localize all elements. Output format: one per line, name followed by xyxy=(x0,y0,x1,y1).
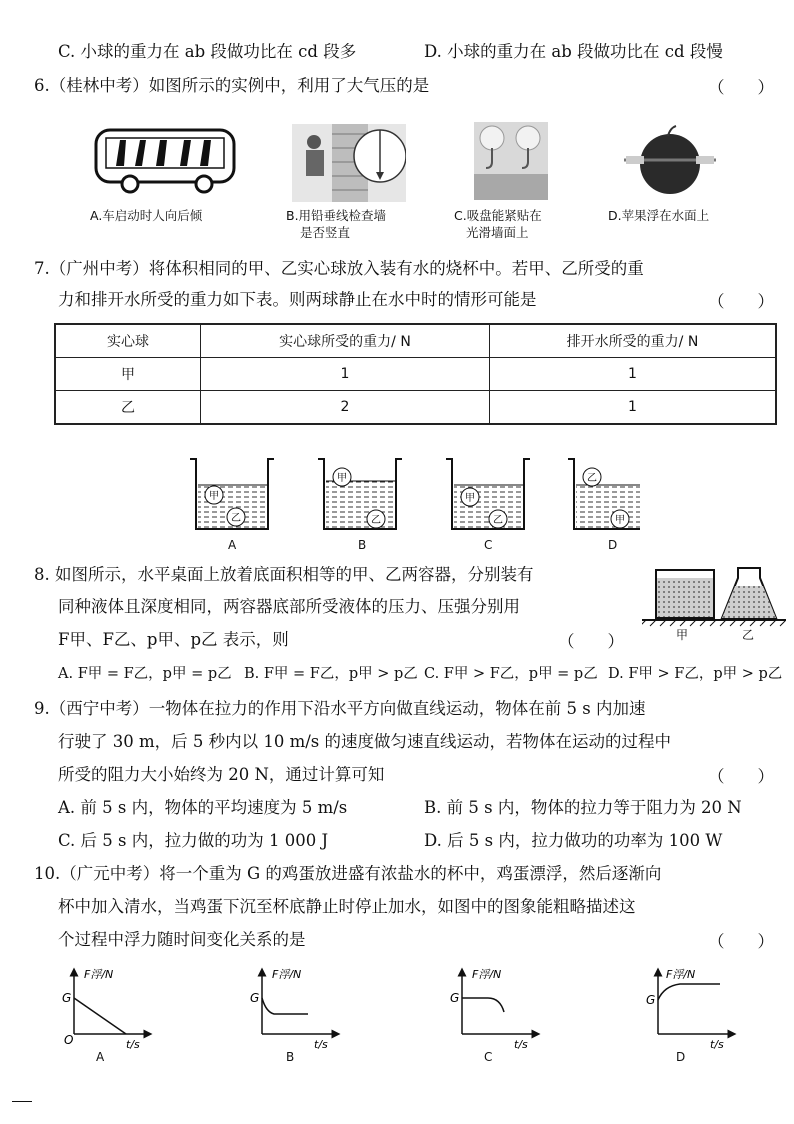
graph-d-curve xyxy=(658,984,720,1000)
graph-g-label: G xyxy=(450,991,460,1005)
graph-label-c: C xyxy=(484,1050,493,1064)
beaker-label-a: A xyxy=(228,538,237,552)
q6-answer-paren: （ ） xyxy=(708,78,774,97)
ball-yi-label: 乙 xyxy=(587,473,597,484)
container-yi-label: 乙 xyxy=(742,628,755,642)
graph-label-d: D xyxy=(676,1050,686,1064)
graph-origin: O xyxy=(64,1033,74,1047)
graph-ylabel: F浮/N xyxy=(272,968,302,981)
table-header-row xyxy=(55,324,776,358)
table-cell: 1 xyxy=(490,358,777,391)
q6-caption-c2: 光滑墙面上 xyxy=(466,225,529,240)
q9-option-c: C. 后 5 s 内，拉力做的功为 1 000 J xyxy=(58,831,329,850)
beaker-label-c: C xyxy=(484,538,493,552)
apple-floating-picture xyxy=(620,124,720,196)
table-cell: 1 xyxy=(201,358,490,391)
q6-caption-c1: C.吸盘能紧贴在 xyxy=(454,208,542,223)
q6-caption-b2: 是否竖直 xyxy=(300,225,351,240)
graph-ylabel: F浮/N xyxy=(472,968,502,981)
q9-option-b: B. 前 5 s 内，物体的拉力等于阻力为 20 N xyxy=(424,798,742,817)
q8-stem-line3: F甲、F乙、p甲、p乙 表示，则 xyxy=(58,630,289,649)
q8-answer-paren: （ ） xyxy=(558,632,624,651)
q9-answer-paren: （ ） xyxy=(708,767,774,786)
q7-answer-paren: （ ） xyxy=(708,292,774,311)
ball-yi-label: 乙 xyxy=(493,515,503,526)
graph-d xyxy=(646,968,732,1051)
q10-answer-paren: （ ） xyxy=(708,932,774,951)
ball-jia-label: 甲 xyxy=(465,493,475,504)
graph-a-curve xyxy=(74,998,126,1034)
q6-caption-b1: B.用铅垂线检查墙 xyxy=(286,208,387,223)
table-header: 实心球所受的重力/ N xyxy=(201,324,490,358)
table-row xyxy=(55,391,776,425)
q9-stem-line1: 9.（西宁中考）一物体在拉力的作用下沿水平方向做直线运动，物体在前 5 s 内加速 xyxy=(34,699,646,718)
q9-stem-line3: 所受的阻力大小始终为 20 N，通过计算可知 xyxy=(58,765,385,784)
beaker-a xyxy=(190,459,274,529)
table-cell: 1 xyxy=(490,391,777,425)
q9-option-d: D. 后 5 s 内，拉力做功的功率为 100 W xyxy=(424,831,723,850)
beaker-d xyxy=(568,459,640,529)
graph-ylabel: F浮/N xyxy=(666,968,696,981)
graph-xlabel: t/s xyxy=(314,1038,328,1051)
graph-b-curve xyxy=(262,998,308,1014)
page-footer-rule xyxy=(12,1101,32,1102)
graph-g-label: G xyxy=(646,993,656,1007)
q7-beakers-figure xyxy=(180,455,640,555)
table-cell: 乙 xyxy=(55,391,201,425)
q5-option-c: C. 小球的重力在 ab 段做功比在 cd 段多 xyxy=(58,42,357,61)
graph-label-b: B xyxy=(286,1050,295,1064)
q7-table xyxy=(54,323,777,425)
graph-b xyxy=(250,968,336,1051)
q9-option-a: A. 前 5 s 内，物体的平均速度为 5 m/s xyxy=(58,798,348,817)
suction-cup-picture xyxy=(474,122,548,200)
table-header: 实心球 xyxy=(55,324,201,358)
q10-stem-line1: 10.（广元中考）将一个重为 G 的鸡蛋放进盛有浓盐水的杯中，鸡蛋漂浮，然后逐渐向 xyxy=(34,864,662,883)
graph-c-curve xyxy=(462,998,504,1012)
q5-option-d: D. 小球的重力在 ab 段做功比在 cd 段慢 xyxy=(424,42,723,61)
graph-c xyxy=(450,968,536,1051)
beaker-b xyxy=(318,459,402,529)
q10-graphs-figure xyxy=(60,962,780,1072)
q7-stem-line1: 7.（广州中考）将体积相同的甲、乙实心球放入装有水的烧杯中。若甲、乙所受的重 xyxy=(34,259,644,278)
ball-jia-label: 甲 xyxy=(209,491,219,502)
q8-stem-line2: 同种液体且深度相同，两容器底部所受液体的压力、压强分别用 xyxy=(58,597,520,616)
ball-jia-label: 甲 xyxy=(615,515,625,526)
q8-option-c: C. F甲 > F乙，p甲 = p乙 xyxy=(424,666,598,682)
ball-yi-label: 乙 xyxy=(231,513,241,524)
beaker-label-d: D xyxy=(608,538,618,552)
q8-containers-figure xyxy=(642,560,786,640)
graph-xlabel: t/s xyxy=(514,1038,528,1051)
plumb-line-wall-picture xyxy=(292,124,406,202)
q8-option-a: A. F甲 = F乙，p甲 = p乙 xyxy=(58,666,232,682)
q8-option-d: D. F甲 > F乙，p甲 > p乙 xyxy=(608,666,783,682)
q10-stem-line2: 杯中加入清水，当鸡蛋下沉至杯底静止时停止加水，如图中的图象能粗略描述这 xyxy=(58,897,636,916)
container-jia-label: 甲 xyxy=(676,628,689,642)
table-header: 排开水所受的重力/ N xyxy=(490,324,777,358)
table-row xyxy=(55,358,776,391)
q10-stem-line3: 个过程中浮力随时间变化关系的是 xyxy=(58,930,306,949)
table-cell: 2 xyxy=(201,391,490,425)
q6-stem: 6.（桂林中考）如图所示的实例中，利用了大气压的是 xyxy=(34,76,430,95)
q9-stem-line2: 行驶了 30 m，后 5 秒内以 10 m/s 的速度做匀速直线运动，若物体在运动的过程中 xyxy=(58,732,672,751)
beaker-label-b: B xyxy=(358,538,367,552)
q8-stem-line1: 8. 如图所示，水平桌面上放着底面积相等的甲、乙两容器，分别装有 xyxy=(34,565,534,584)
q6-caption-d: D.苹果浮在水面上 xyxy=(608,208,710,223)
graph-a xyxy=(62,968,148,1051)
graph-label-a: A xyxy=(96,1050,105,1064)
graph-ylabel: F浮/N xyxy=(84,968,114,981)
graph-g-label: G xyxy=(62,991,72,1005)
graph-xlabel: t/s xyxy=(710,1038,724,1051)
ball-jia-label: 甲 xyxy=(337,473,347,484)
graph-xlabel: t/s xyxy=(126,1038,140,1051)
ball-yi-label: 乙 xyxy=(371,515,381,526)
q6-caption-a: A.车启动时人向后倾 xyxy=(90,208,203,223)
table-cell: 甲 xyxy=(55,358,201,391)
graph-g-label: G xyxy=(250,991,260,1005)
bus-picture xyxy=(92,124,242,196)
q7-stem-line2: 力和排开水所受的重力如下表。则两球静止在水中时的情形可能是 xyxy=(58,290,537,309)
q8-option-b: B. F甲 = F乙，p甲 > p乙 xyxy=(244,666,418,682)
beaker-c xyxy=(446,459,530,529)
